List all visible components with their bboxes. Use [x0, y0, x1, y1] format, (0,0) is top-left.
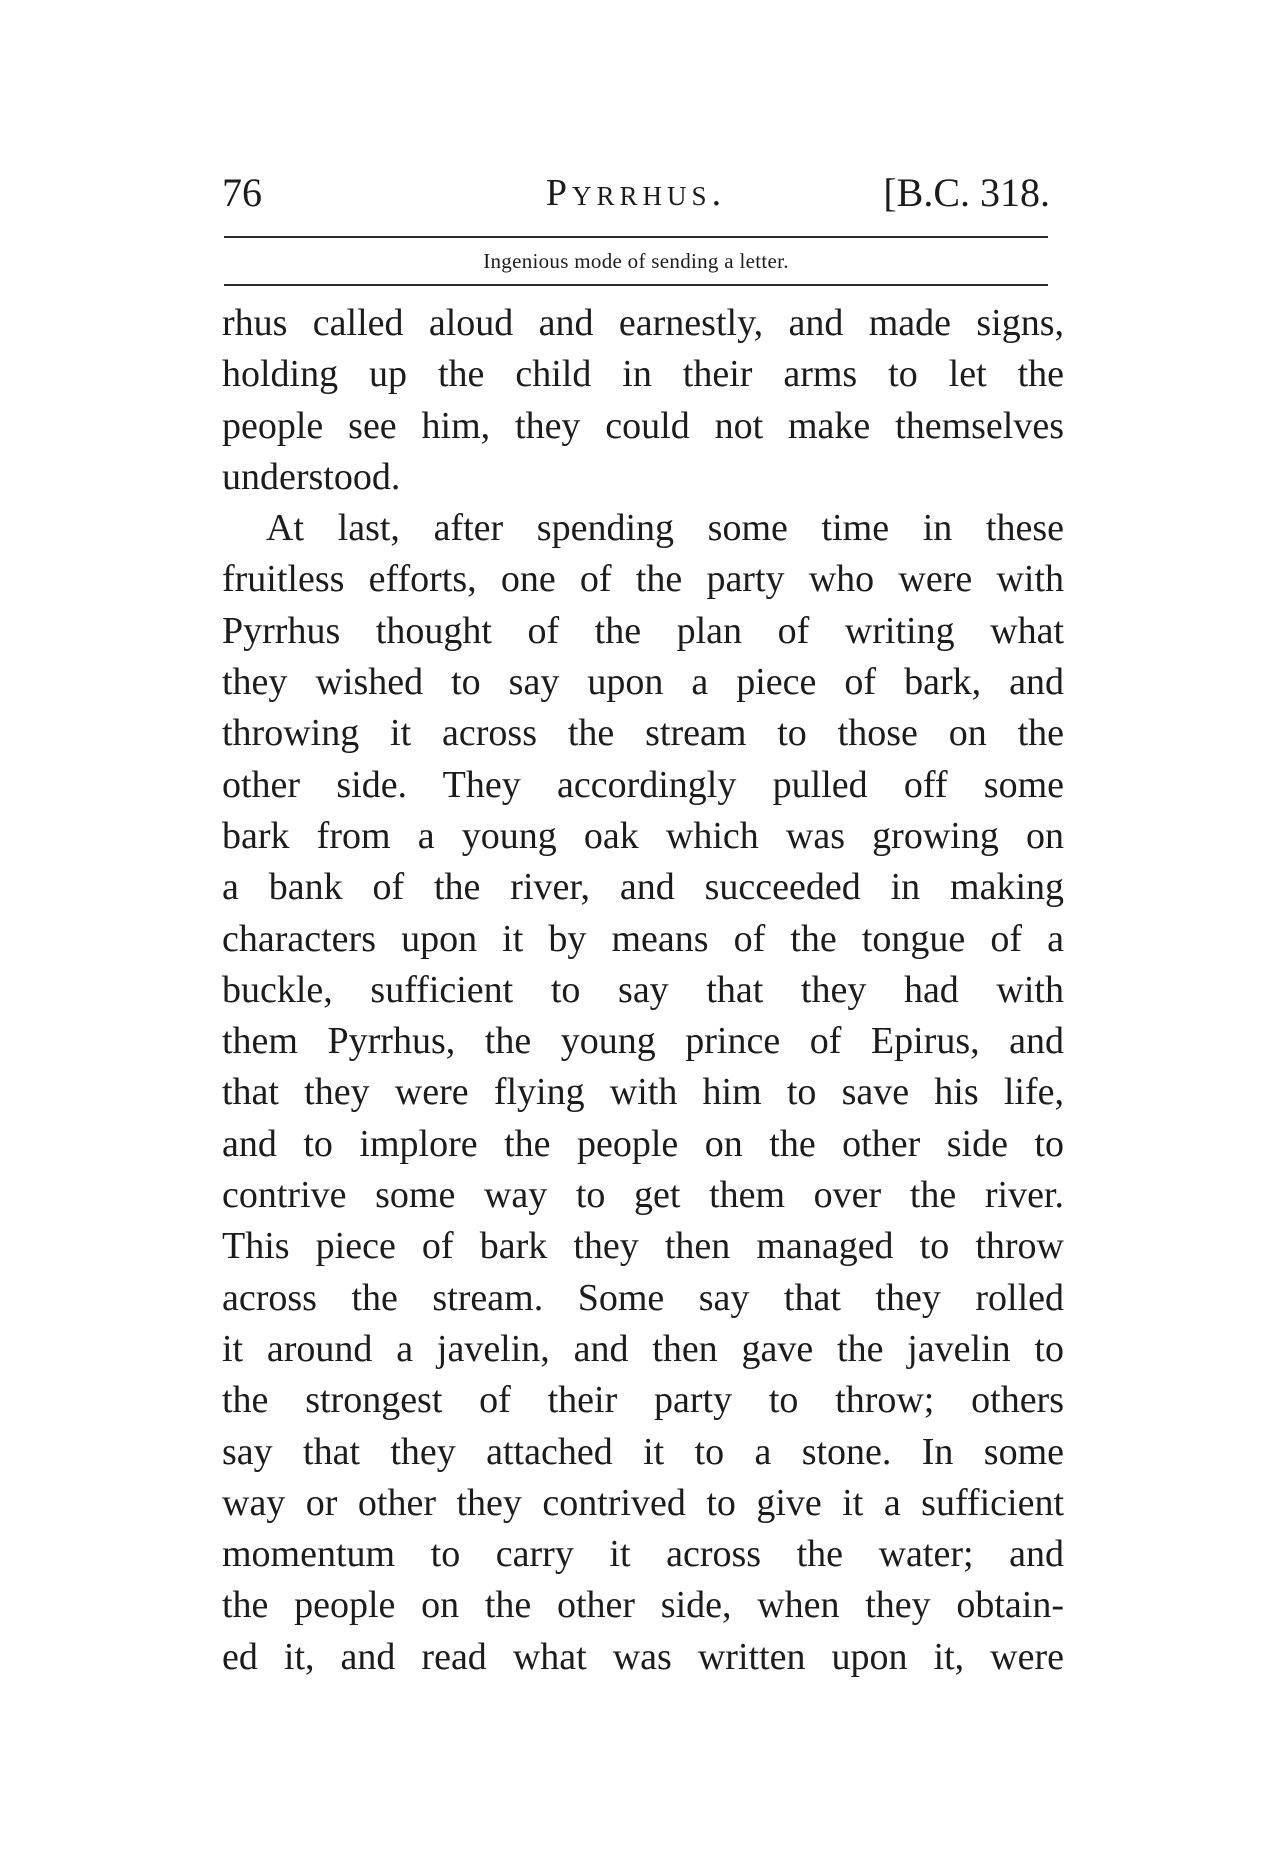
text-line: people see him, they could not make themselves — [222, 404, 1064, 447]
body-text — [222, 298, 1064, 1683]
text-line: understood. — [222, 455, 401, 498]
text-line: This piece of bark they then managed to throw — [222, 1225, 1064, 1268]
text-line: buckle, sufficient to say that they had with — [222, 968, 1064, 1011]
text-line: across the stream. Some say that they rolled — [222, 1276, 1064, 1319]
book-title: Pyrrhus. — [545, 172, 727, 214]
running-head — [222, 168, 1050, 218]
paragraph-continuation — [222, 298, 1064, 503]
text-line: a bank of the river, and succeeded in making — [222, 866, 1064, 909]
text-line: bark from a young oak which was growing on — [222, 814, 1064, 857]
text-line: it around a javelin, and then gave the javelin to — [222, 1327, 1064, 1370]
text-line: they wished to say upon a piece of bark, and — [222, 661, 1064, 704]
text-line: the strongest of their party to throw; others — [222, 1379, 1064, 1422]
text-line: characters upon it by means of the tongue of a — [222, 917, 1064, 960]
text-line: say that they attached it to a stone. In some — [222, 1430, 1064, 1473]
text-line: other side. They accordingly pulled off some — [222, 763, 1064, 806]
text-line: Pyrrhus thought of the plan of writing what — [222, 609, 1064, 652]
header-rule-top — [224, 236, 1048, 238]
text-line: way or other they contrived to give it a sufficient — [222, 1481, 1064, 1524]
text-line: At last, after spending some time in these — [266, 507, 1064, 550]
text-line: holding up the child in their arms to let the — [222, 353, 1064, 396]
text-line: them Pyrrhus, the young prince of Epirus, and — [222, 1020, 1064, 1063]
text-line: that they were flying with him to save his life, — [222, 1071, 1064, 1114]
text-line: the people on the other side, when they obtain- — [222, 1584, 1064, 1627]
text-line: rhus called aloud and earnestly, and made signs, — [222, 302, 1064, 344]
text-line: ed it, and read what was written upon it, were — [222, 1635, 1064, 1678]
paragraph-bark-letter — [222, 503, 1064, 1683]
text-line: momentum to carry it across the water; and — [222, 1533, 1064, 1576]
text-line: contrive some way to get them over the river. — [222, 1174, 1064, 1217]
section-heading: Ingenious mode of sending a letter. — [483, 249, 789, 273]
header-rule-bottom — [224, 284, 1048, 286]
page-number: 76 — [222, 170, 262, 215]
text-line: and to implore the people on the other side to — [222, 1122, 1064, 1165]
text-line: fruitless efforts, one of the party who were with — [222, 558, 1064, 601]
text-line: throwing it across the stream to those on the — [222, 712, 1064, 755]
date-mark: [B.C. 318. — [883, 170, 1050, 215]
